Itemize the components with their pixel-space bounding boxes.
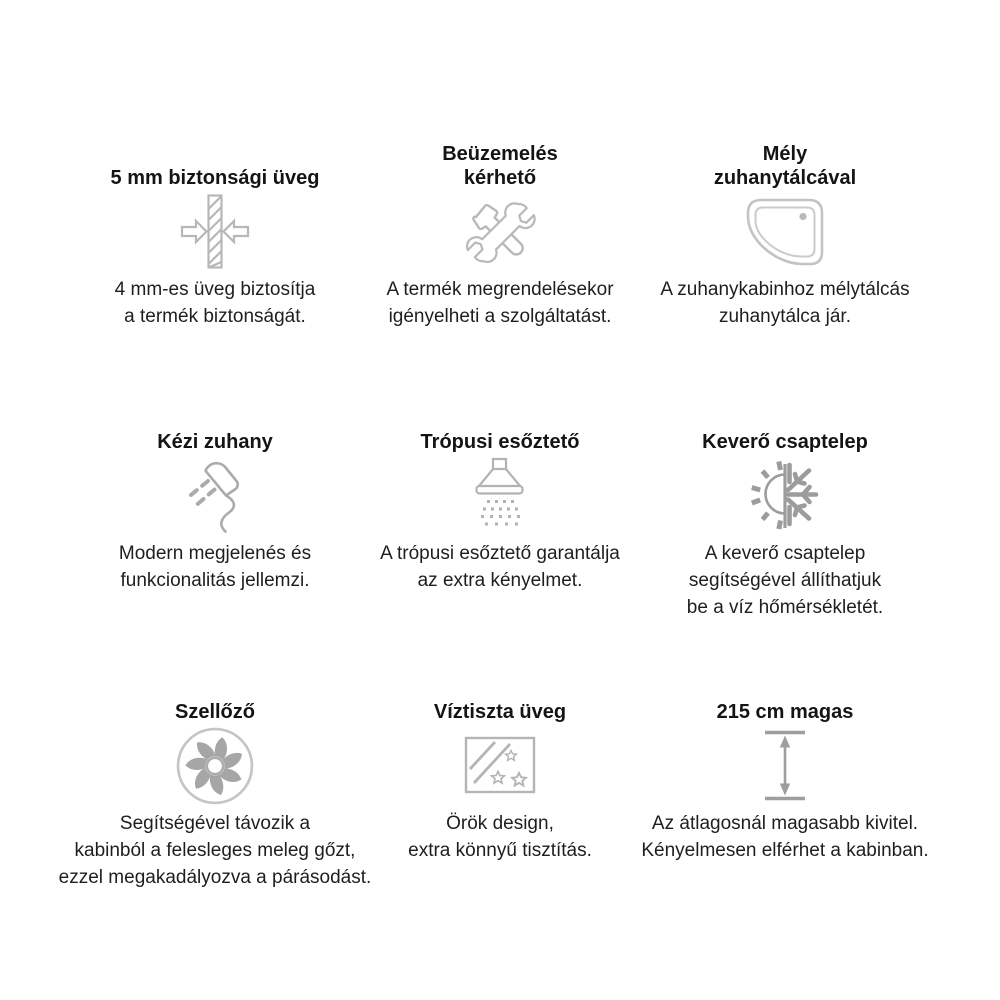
feature-description: Az átlagosnál magasabb kivitel. Kényelmesen elférhet a kabinban. <box>641 813 929 861</box>
feature-description: A termék megrendelésekor igényelheti a szolgáltatást. <box>386 279 614 327</box>
feature-card-mixer-tap <box>625 424 945 694</box>
feature-description: A trópusi esőztető garantálja az extra kényelmet. <box>380 543 620 591</box>
feature-description: A keverő csaptelep segítségével állíthatjuk be a víz hőmérsékletét. <box>686 543 884 618</box>
hand-shower-icon <box>176 456 254 536</box>
shower-tray-icon <box>743 192 827 272</box>
feature-card-height <box>625 694 945 891</box>
feature-card-ventilation <box>55 694 375 891</box>
feature-description: Segítségével távozik a kabinból a felesleges meleg gőzt, ezzel megakadályozva a párásodást. <box>58 813 372 888</box>
feature-title: Mély zuhanytálcával <box>713 143 857 189</box>
feature-card-installation <box>375 138 625 424</box>
feature-card-safety-glass <box>55 138 375 424</box>
feature-card-hand-shower <box>55 424 375 694</box>
feature-title: 215 cm magas <box>716 701 854 723</box>
clear-glass-icon <box>461 726 539 806</box>
product-features-infographic <box>55 0 945 891</box>
ventilation-fan-icon <box>175 726 255 806</box>
feature-description: 4 mm-es üveg biztosítja a termék biztonságát. <box>114 279 316 327</box>
feature-title: Trópusi esőztető <box>420 431 580 453</box>
installation-tools-icon <box>461 192 539 272</box>
feature-title: Víztiszta üveg <box>433 701 567 723</box>
feature-description: A zuhanykabinhoz mélytálcás zuhanytálca jár. <box>660 279 910 327</box>
feature-title: Beüzemelés kérhető <box>442 143 558 189</box>
feature-card-clear-glass <box>375 694 625 891</box>
feature-title: 5 mm biztonsági üveg <box>110 167 320 189</box>
glass-thickness-icon <box>177 192 253 272</box>
feature-description: Örök design, extra könnyű tisztítás. <box>408 813 592 861</box>
mixer-tap-icon <box>745 456 825 536</box>
feature-title: Keverő csaptelep <box>702 431 868 453</box>
feature-description: Modern megjelenés és funkcionalitás jellemzi. <box>118 543 312 591</box>
feature-title: Szellőző <box>174 701 255 723</box>
feature-card-rain-shower <box>375 424 625 694</box>
feature-card-deep-tray <box>625 138 945 424</box>
rain-shower-icon <box>461 456 539 536</box>
height-arrow-icon <box>746 726 824 806</box>
feature-title: Kézi zuhany <box>157 431 273 453</box>
